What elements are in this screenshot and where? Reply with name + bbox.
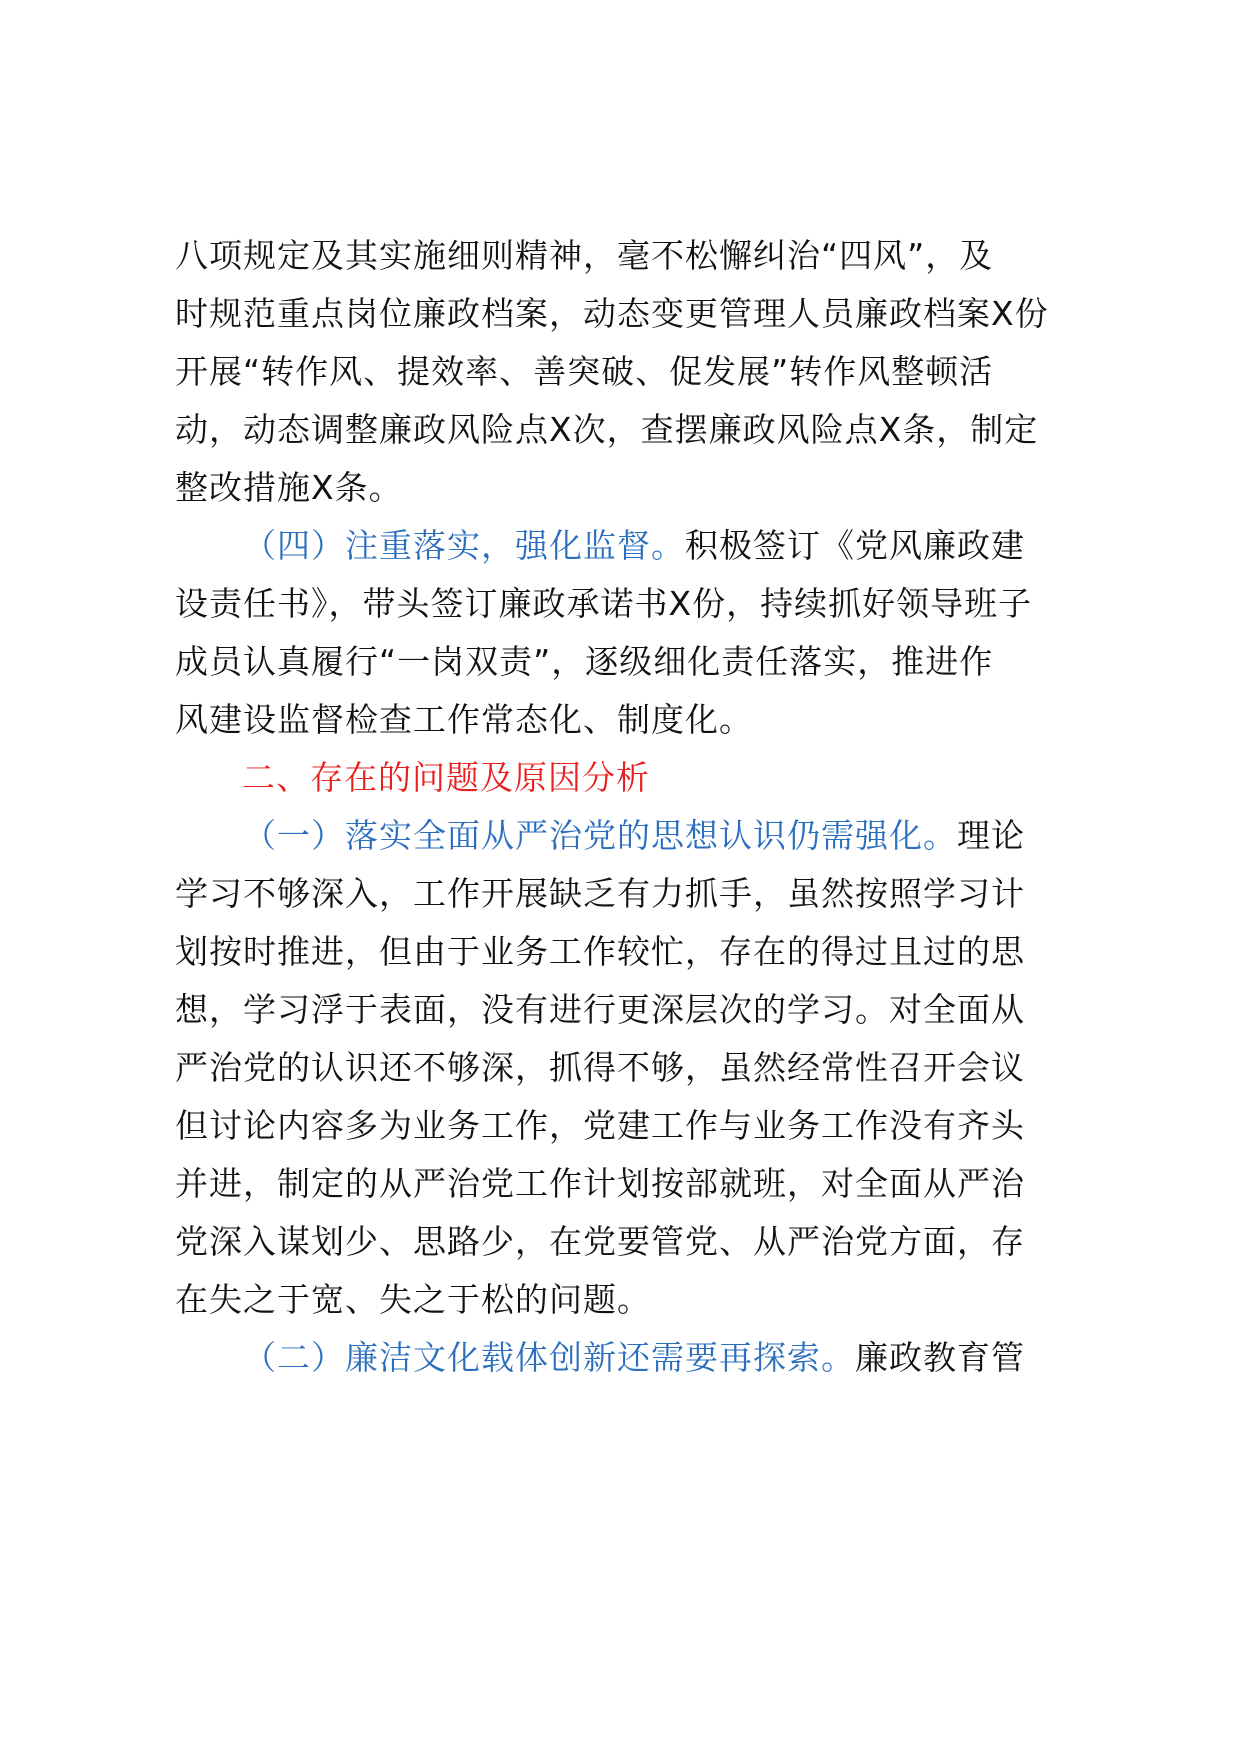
paragraph-line [243, 526, 1025, 566]
body-line: 设责任书》，带头签订廉政承诺书X份，持续抓好领导班子 [175, 584, 1033, 623]
body-line: 在失之于宽、失之于松的问题。 [175, 1280, 651, 1319]
body-line: 并进，制定的从严治党工作计划按部就班，对全面从严治 [175, 1164, 1025, 1203]
section-heading: 二、存在的问题及原因分析 [242, 758, 650, 797]
body-text: 积极签订《党风廉政建 [685, 526, 1025, 565]
body-line: 八项规定及其实施细则精神，毫不松懈纠治“四风”，及 [175, 236, 994, 275]
body-line: 划按时推进，但由于业务工作较忙，存在的得过且过的思 [175, 932, 1025, 971]
body-line: 严治党的认识还不够深，抓得不够，虽然经常性召开会议 [175, 1048, 1025, 1087]
body-line: 想，学习浮于表面，没有进行更深层次的学习。对全面从 [175, 990, 1025, 1029]
body-line: 党深入谋划少、思路少，在党要管党、从严治党方面，存 [175, 1222, 1025, 1261]
subheading-2: （二）廉洁文化载体创新还需要再探索。 [243, 1338, 855, 1377]
body-line: 时规范重点岗位廉政档案，动态变更管理人员廉政档案X份 [175, 294, 1049, 333]
body-line: 学习不够深入，工作开展缺乏有力抓手，虽然按照学习计 [175, 874, 1025, 913]
paragraph-line [243, 1338, 1025, 1378]
body-line: 成员认真履行“一岗双责”，逐级细化责任落实，推进作 [175, 642, 994, 681]
body-line: 但讨论内容多为业务工作，党建工作与业务工作没有齐头 [175, 1106, 1025, 1145]
body-line: 动，动态调整廉政风险点X次，查摆廉政风险点X条，制定 [175, 410, 1039, 449]
subheading-4: （四）注重落实，强化监督。 [243, 526, 685, 565]
body-text: 廉政教育管 [855, 1338, 1025, 1377]
body-text: 理论 [957, 816, 1025, 855]
body-line: 风建设监督检查工作常态化、制度化。 [175, 700, 753, 739]
body-line: 开展“转作风、提效率、善突破、促发展”转作风整顿活 [175, 352, 994, 391]
body-line: 整改措施X条。 [175, 468, 403, 507]
subheading-1: （一）落实全面从严治党的思想认识仍需强化。 [243, 816, 957, 855]
paragraph-line [243, 816, 1025, 856]
